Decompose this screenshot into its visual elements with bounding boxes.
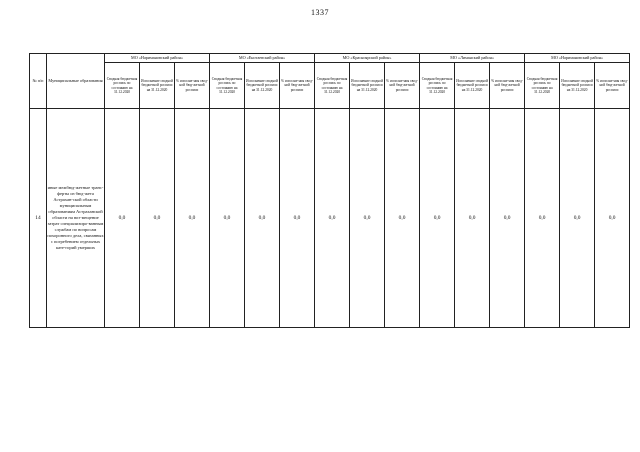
row-description: иные межбюд-жетные транс-ферты из бюд-жета Астрахан-ской области муниципальным образованиям Астраханской области на воз-мещение затрат специализиро-ванным службам по вопросам похоронного дела, связанных с погребением отдельных кате-горий умерших bbox=[47, 109, 105, 328]
value-cell: 0,0 bbox=[280, 109, 315, 328]
subheader-execution: Исполнение сводной бюджетной росписи на 31.12.2020 bbox=[350, 63, 385, 109]
value-cell: 0,0 bbox=[315, 109, 350, 328]
subheader-budget-plan: Сводная бюджетная роспись по состоянию на 31.12.2020 bbox=[315, 63, 350, 109]
subheader-percent: % исполне-ния свод-ной бюд-жетной росписи bbox=[385, 63, 420, 109]
district-header: МО «Лиманский район» bbox=[420, 54, 525, 63]
subheader-execution: Исполнение сводной бюджетной росписи на 31.12.2020 bbox=[140, 63, 175, 109]
subheader-percent: % исполне-ния свод-ной бюд-жетной росписи bbox=[595, 63, 630, 109]
value-cell: 0,0 bbox=[210, 109, 245, 328]
value-cell: 0,0 bbox=[490, 109, 525, 328]
num-column-header: № п/п bbox=[30, 54, 47, 109]
value-cell: 0,0 bbox=[350, 109, 385, 328]
value-cell: 0,0 bbox=[140, 109, 175, 328]
subheader-percent: % исполне-ния свод-ной бюд-жетной росписи bbox=[175, 63, 210, 109]
value-cell: 0,0 bbox=[560, 109, 595, 328]
district-header: МО «Енотаевский район» bbox=[210, 54, 315, 63]
subheader-execution: Исполнение сводной бюджетной росписи на 31.12.2020 bbox=[455, 63, 490, 109]
district-header: МО «Наримановский район» bbox=[525, 54, 630, 63]
value-cell: 0,0 bbox=[525, 109, 560, 328]
subheader-percent: % исполне-ния свод-ной бюд-жетной росписи bbox=[280, 63, 315, 109]
table-row bbox=[30, 109, 630, 328]
subheader-budget-plan: Сводная бюджетная роспись по состоянию на 31.12.2020 bbox=[210, 63, 245, 109]
district-header: МО «Красноярский район» bbox=[315, 54, 420, 63]
value-cell: 0,0 bbox=[595, 109, 630, 328]
value-cell: 0,0 bbox=[245, 109, 280, 328]
subheader-execution: Исполнение сводной бюджетной росписи на 31.12.2020 bbox=[560, 63, 595, 109]
page-number: 1337 bbox=[311, 8, 329, 17]
subheader-budget-plan: Сводная бюджетная роспись по состоянию на 31.12.2020 bbox=[525, 63, 560, 109]
budget-table bbox=[29, 53, 630, 328]
name-column-header: Муниципальные образования bbox=[47, 54, 105, 109]
subheader-percent: % исполне-ния свод-ной бюд-жетной росписи bbox=[490, 63, 525, 109]
row-number: 14 bbox=[30, 109, 47, 328]
subheader-execution: Исполнение сводной бюджетной росписи на 31.12.2020 bbox=[245, 63, 280, 109]
value-cell: 0,0 bbox=[175, 109, 210, 328]
subheader-budget-plan: Сводная бюджетная роспись по состоянию на 31.12.2020 bbox=[420, 63, 455, 109]
value-cell: 0,0 bbox=[455, 109, 490, 328]
value-cell: 0,0 bbox=[105, 109, 140, 328]
subheader-budget-plan: Сводная бюджетная роспись по состоянию на 31.12.2020 bbox=[105, 63, 140, 109]
district-header: МО «Наримановский район» bbox=[105, 54, 210, 63]
value-cell: 0,0 bbox=[420, 109, 455, 328]
value-cell: 0,0 bbox=[385, 109, 420, 328]
